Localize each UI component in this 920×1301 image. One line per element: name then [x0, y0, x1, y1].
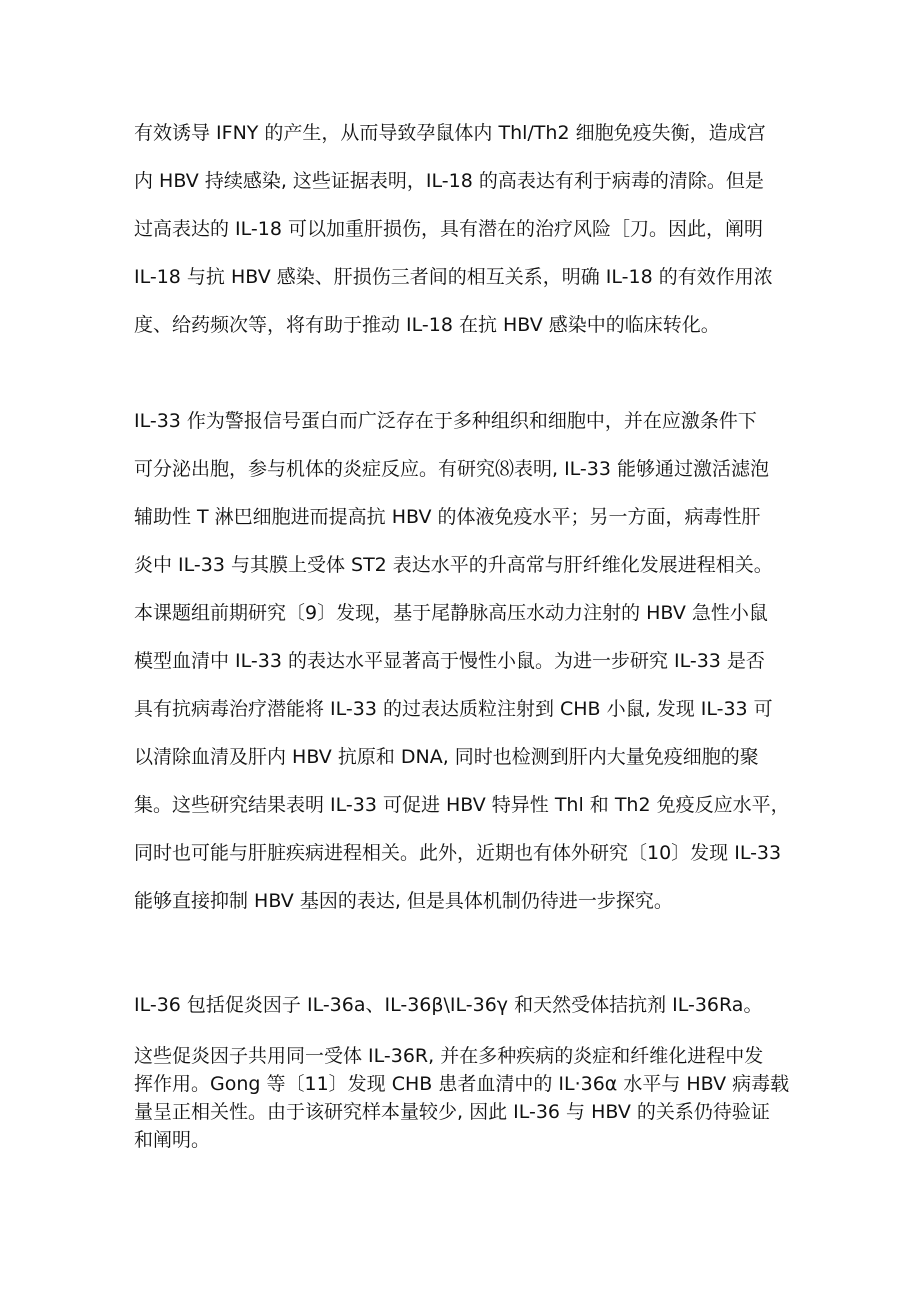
text-line: IL-36 包括促炎因子 IL-36a、IL-36β\IL-36γ 和天然受体拮抗剂 IL-36Ra。 — [134, 994, 763, 1016]
text-line: IL-33 作为警报信号蛋白而广泛存在于多种组织和细胞中，并在应激条件下 — [134, 410, 757, 432]
text-line: 内 HBV 持续感染, 这些证据表明，IL-18 的高表达有利于病毒的清除。但是 — [134, 170, 764, 192]
text-line: 集。这些研究结果表明 IL-33 可促进 HBV 特异性 Thl 和 Th2 免疫反应水平， — [134, 794, 790, 816]
text-line: 和阐明。 — [134, 1129, 211, 1151]
text-line: 挥作用。Gong 等〔11〕发现 CHB 患者血清中的 IL·36α 水平与 HBV 病毒载 — [134, 1073, 790, 1095]
text-line: 有效诱导 IFNY 的产生，从而导致孕鼠体内 Thl/Th2 细胞免疫失衡，造成宫 — [134, 122, 766, 144]
text-line: 辅助性 T 淋巴细胞进而提高抗 HBV 的体液免疫水平；另一方面，病毒性肝 — [134, 506, 761, 528]
text-line: 以清除血清及肝内 HBV 抗原和 DNA, 同时也检测到肝内大量免疫细胞的聚 — [134, 746, 759, 768]
text-line: 模型血清中 IL-33 的表达水平显著高于慢性小鼠。为进一步研究 IL-33 是否 — [134, 650, 765, 672]
text-line: 同时也可能与肝脏疾病进程相关。此外，近期也有体外研究〔10〕发现 IL-33 — [134, 842, 782, 864]
text-line: 能够直接抑制 HBV 基因的表达, 但是具体机制仍待进一步探究。 — [134, 890, 673, 912]
text-line: IL-18 与抗 HBV 感染、肝损伤三者间的相互关系，明确 IL-18 的有效作用浓 — [134, 266, 773, 288]
text-line: 过高表达的 IL-18 可以加重肝损伤，具有潜在的治疗风险［刀。因此，阐明 — [134, 218, 763, 240]
text-line: 这些促炎因子共用同一受体 IL-36R, 并在多种疾病的炎症和纤维化进程中发 — [134, 1045, 764, 1067]
text-line: 本课题组前期研究〔9〕发现，基于尾静脉高压水动力注射的 HBV 急性小鼠 — [134, 602, 768, 624]
text-line: 可分泌出胞，参与机体的炎症反应。有研究⑻表明, IL-33 能够通过激活滤泡 — [134, 458, 770, 480]
text-line: 具有抗病毒治疗潜能将 IL-33 的过表达质粒注射到 CHB 小鼠, 发现 IL-33 可 — [134, 698, 773, 720]
text-line: 度、给药频次等，将有助于推动 IL-18 在抗 HBV 感染中的临床转化。 — [134, 314, 720, 336]
text-line: 量呈正相关性。由于该研究样本量较少, 因此 IL-36 与 HBV 的关系仍待验证 — [134, 1101, 770, 1123]
text-line: 炎中 IL-33 与其膜上受体 ST2 表达水平的升高常与肝纤维化发展进程相关。 — [134, 554, 773, 576]
